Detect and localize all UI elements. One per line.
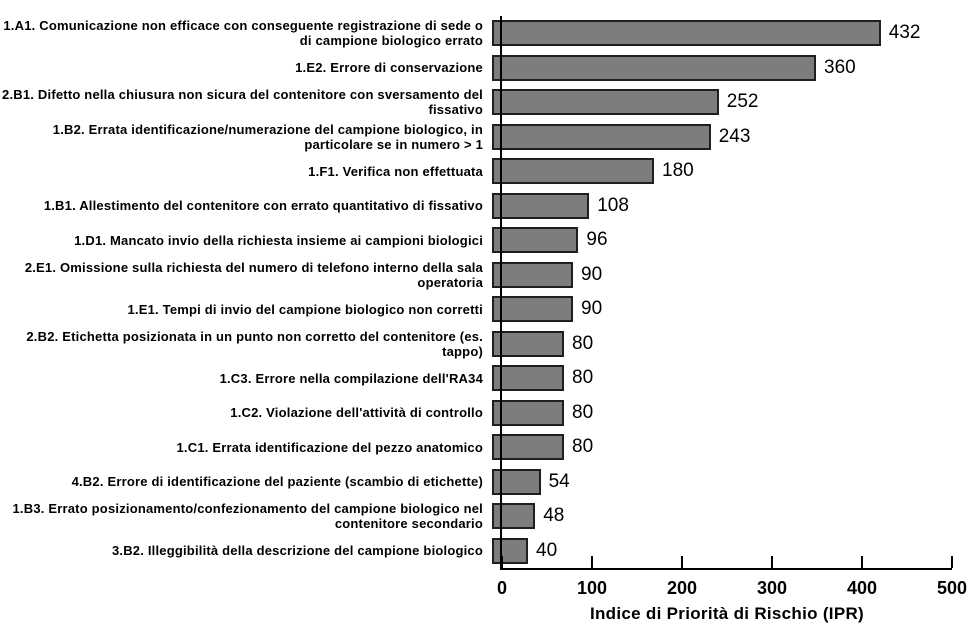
bar-value-label: 432 bbox=[888, 22, 921, 44]
category-label: 1.A1. Comunicazione non efficace con conseguente registrazione di sede o di campione biologico errato bbox=[3, 18, 483, 49]
bar-value-label: 80 bbox=[572, 401, 594, 423]
bar bbox=[492, 193, 589, 219]
bar-track bbox=[492, 223, 942, 258]
category-label: 1.C3. Errore nella compilazione dell'RA34 bbox=[219, 370, 483, 386]
category-label: 1.E2. Errore di conservazione bbox=[295, 60, 483, 76]
category-label: 2.B2. Etichetta posizionata in un punto non corretto del contenitore (es. tappo) bbox=[26, 328, 483, 359]
bar-value-label: 360 bbox=[824, 56, 856, 78]
category-label: 1.C1. Errata identificazione del pezzo anatomico bbox=[176, 439, 483, 455]
tick-label: 300 bbox=[756, 578, 788, 598]
bar-row bbox=[0, 189, 952, 224]
category-label: 1.C2. Violazione dell'attività di controllo bbox=[230, 405, 483, 421]
bar-track bbox=[492, 154, 942, 189]
bar-value-label: 80 bbox=[572, 367, 594, 389]
bar-value-label: 40 bbox=[536, 539, 558, 561]
bar-track bbox=[492, 534, 942, 569]
tick-label: 400 bbox=[846, 578, 878, 598]
bar bbox=[492, 89, 719, 115]
bar-row bbox=[0, 120, 952, 155]
bar-value-label: 80 bbox=[572, 332, 594, 354]
tick-label: 200 bbox=[666, 578, 698, 598]
bar-value-label: 90 bbox=[581, 263, 603, 285]
bar-track bbox=[492, 499, 942, 534]
bar-track bbox=[492, 16, 942, 51]
bar-row bbox=[0, 223, 952, 258]
bar bbox=[492, 434, 564, 460]
bar-value-label: 80 bbox=[572, 436, 594, 458]
category-label: 1.F1. Verifica non effettuata bbox=[308, 163, 483, 179]
tick-label: 500 bbox=[936, 578, 968, 598]
category-label: 4.B2. Errore di identificazione del paziente (scambio di etichette) bbox=[71, 474, 483, 490]
bar-track bbox=[492, 361, 942, 396]
bar-row bbox=[0, 396, 952, 431]
bar-value-label: 54 bbox=[548, 470, 570, 492]
bar-row bbox=[0, 430, 952, 465]
category-label: 1.E1. Tempi di invio del campione biologico non corretti bbox=[127, 301, 483, 317]
bar-track bbox=[492, 465, 942, 500]
tick-label: 100 bbox=[576, 578, 608, 598]
bar bbox=[492, 227, 578, 253]
bar-row bbox=[0, 327, 952, 362]
bar-row bbox=[0, 465, 952, 500]
bar bbox=[492, 296, 573, 322]
tick-label: 0 bbox=[496, 578, 508, 598]
category-label: 2.E1. Omissione sulla richiesta del numero di telefono interno della sala operatoria bbox=[24, 259, 483, 290]
bar bbox=[492, 20, 881, 46]
bar-track bbox=[492, 327, 942, 362]
category-label: 3.B2. Illeggibilità della descrizione del campione biologico bbox=[111, 543, 483, 559]
bar-rows bbox=[0, 16, 952, 568]
bar bbox=[492, 124, 711, 150]
bar-track bbox=[492, 51, 942, 86]
bar bbox=[492, 331, 564, 357]
bar-value-label: 252 bbox=[726, 91, 759, 113]
bar-value-label: 90 bbox=[581, 298, 603, 320]
y-axis-line bbox=[500, 16, 502, 570]
bar bbox=[492, 262, 573, 288]
bar bbox=[492, 538, 528, 564]
x-axis-line bbox=[500, 568, 952, 570]
bar-track bbox=[492, 430, 942, 465]
bar-row bbox=[0, 361, 952, 396]
bar-value-label: 243 bbox=[718, 125, 751, 147]
bar-track bbox=[492, 189, 942, 224]
bar-track bbox=[492, 85, 942, 120]
bar-value-label: 96 bbox=[586, 229, 608, 251]
bar-track bbox=[492, 258, 942, 293]
bar bbox=[492, 503, 535, 529]
bar-row bbox=[0, 258, 952, 293]
category-label: 2.B1. Difetto nella chiusura non sicura del contenitore con sversamento del fissativo bbox=[2, 87, 483, 118]
category-label: 1.B1. Allestimento del contenitore con errato quantitativo di fissativo bbox=[43, 198, 483, 214]
category-label: 1.D1. Mancato invio della richiesta insieme ai campioni biologici bbox=[74, 232, 483, 248]
bar bbox=[492, 158, 654, 184]
bar bbox=[492, 365, 564, 391]
bar-track bbox=[492, 396, 942, 431]
bar-row bbox=[0, 85, 952, 120]
bar-row bbox=[0, 51, 952, 86]
bar-row bbox=[0, 534, 952, 569]
bar-value-label: 108 bbox=[597, 194, 629, 216]
category-label: 1.B3. Errato posizionamento/confezionamento del campione biologico nel contenitore secondario bbox=[12, 501, 483, 532]
bar-track bbox=[492, 120, 942, 155]
category-label: 1.B2. Errata identificazione/numerazione del campione biologico, in particolare se in numero > 1 bbox=[52, 121, 483, 152]
bar-row bbox=[0, 154, 952, 189]
bar bbox=[492, 55, 816, 81]
bar-row bbox=[0, 499, 952, 534]
bar-track bbox=[492, 292, 942, 327]
bar-row bbox=[0, 292, 952, 327]
x-axis-title: Indice di Priorità di Rischio (IPR) bbox=[589, 604, 865, 623]
bar-value-label: 48 bbox=[543, 505, 565, 527]
bar-row bbox=[0, 16, 952, 51]
bar-value-label: 180 bbox=[662, 160, 694, 182]
bar bbox=[492, 400, 564, 426]
